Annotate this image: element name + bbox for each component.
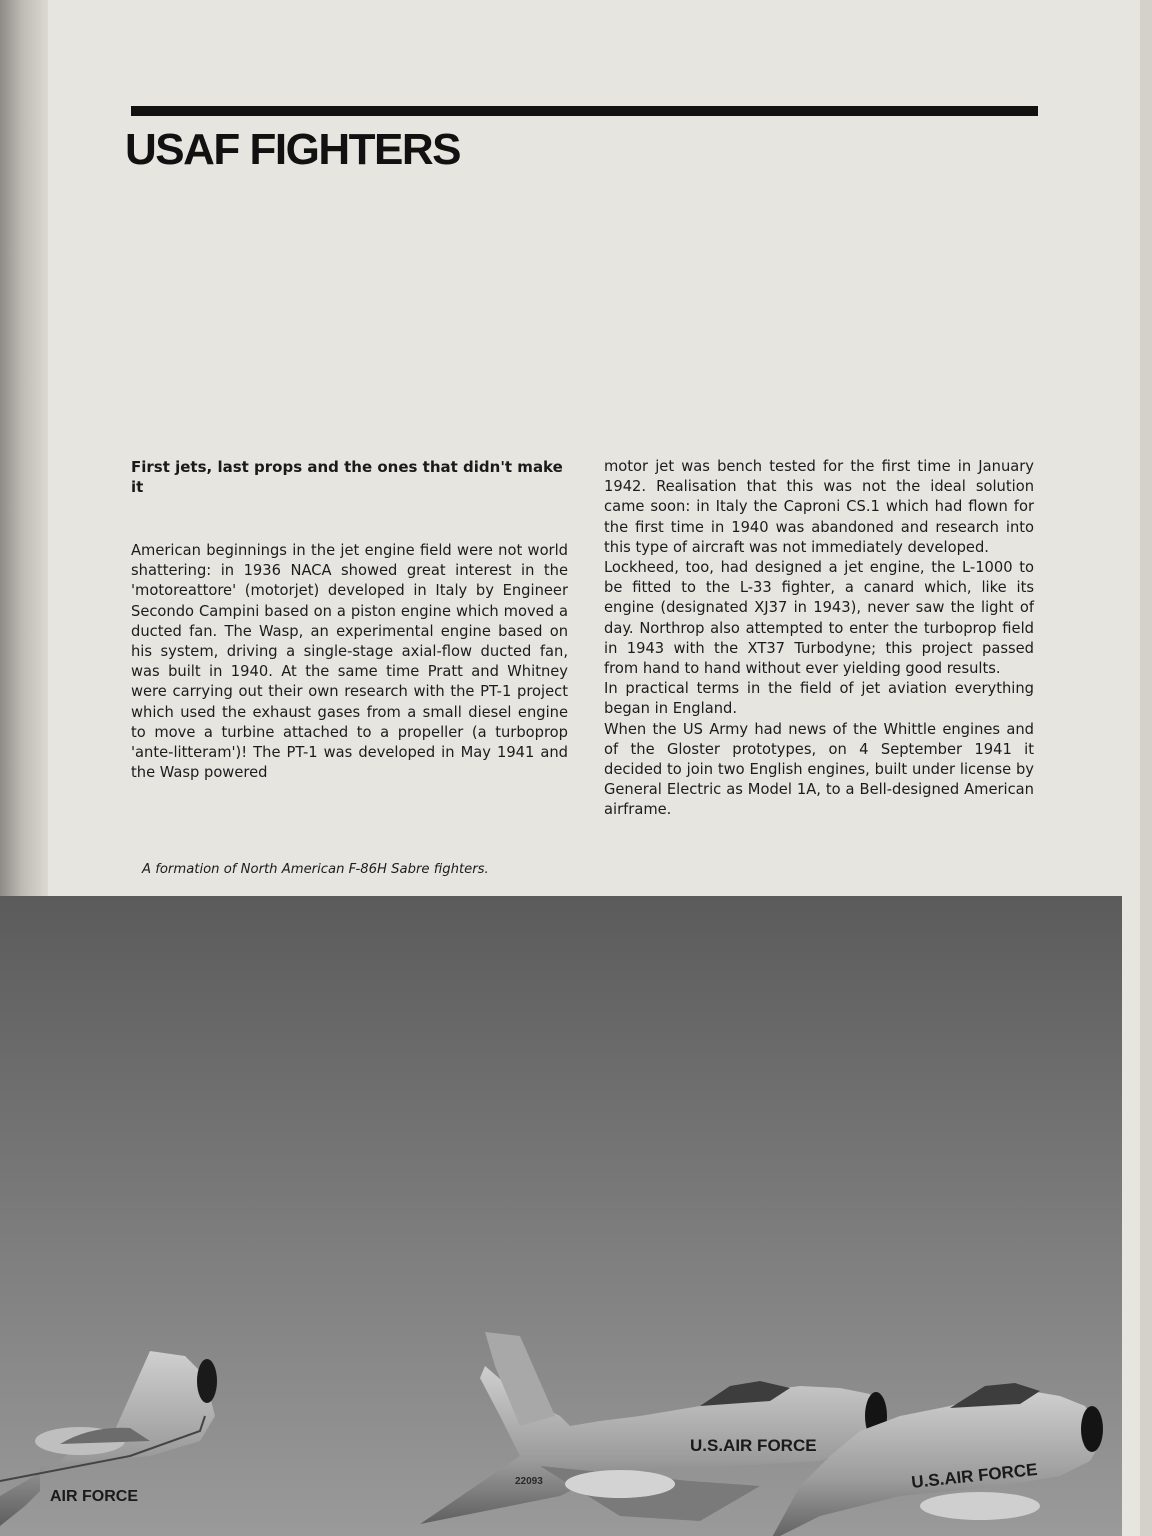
paragraph: In practical terms in the field of jet aviation everything began in England. <box>604 680 1034 718</box>
title-rule <box>131 106 1038 116</box>
aircraft-marking: U.S.AIR FORCE <box>910 1459 1039 1492</box>
text-column-left <box>131 541 568 783</box>
text-column-right <box>604 457 1034 821</box>
paragraph: motor jet was bench tested for the first time in January 1942. Realisation that this was not the ideal solution came soon: in Italy the Caproni CS.1 which had flown for the first time in 1940 was abandoned and research into this type of aircraft was not immediately developed. <box>604 458 1034 556</box>
aircraft-marking: U.S.AIR FORCE <box>690 1436 817 1455</box>
paragraph: American beginnings in the jet engine field were not world shattering: in 1936 NACA showed great interest in the 'motoreattore' (motorjet) developed in Italy by Engineer Secondo Campini based on a piston engine which moved a ducted fan. The Wasp, an experimental engine based on his system, driving a single-stage axial-flow ducted fan, was built in 1940. At the same time Pratt and Whitney were carrying out their own research with the PT-1 project which used the exhaust gases from a small diesel engine to move a turbine attached to a propeller (a turboprop 'ante-litteram')! The PT-1 was developed in May 1941 and the Wasp powered <box>131 542 568 782</box>
photo-caption: A formation of North American F-86H Sabre fighters. <box>142 862 489 877</box>
page-title: USAF FIGHTERS <box>125 125 460 174</box>
paragraph: When the US Army had news of the Whittle engines and of the Gloster prototypes, on 4 September 1941 it decided to join two English engines, built under license by General Electric as Model 1A, to a Bell-designed American airframe. <box>604 720 1034 819</box>
aircraft-marking: AIR FORCE <box>50 1488 138 1505</box>
section-subheading: First jets, last props and the ones that didn't make it <box>131 458 563 496</box>
tail-number: 22093 <box>515 1476 543 1487</box>
aircraft-photo <box>0 896 1122 1536</box>
paragraph: Lockheed, too, had designed a jet engine, the L-1000 to be fitted to the L-33 fighter, a canard which, like its engine (designated XJ37 in 1943), never saw the light of day. Northrop also attempted to enter the turboprop field in 1943 with the XT37 Turbodyne; this project passed from hand to hand without ever yielding good results. <box>604 559 1034 678</box>
